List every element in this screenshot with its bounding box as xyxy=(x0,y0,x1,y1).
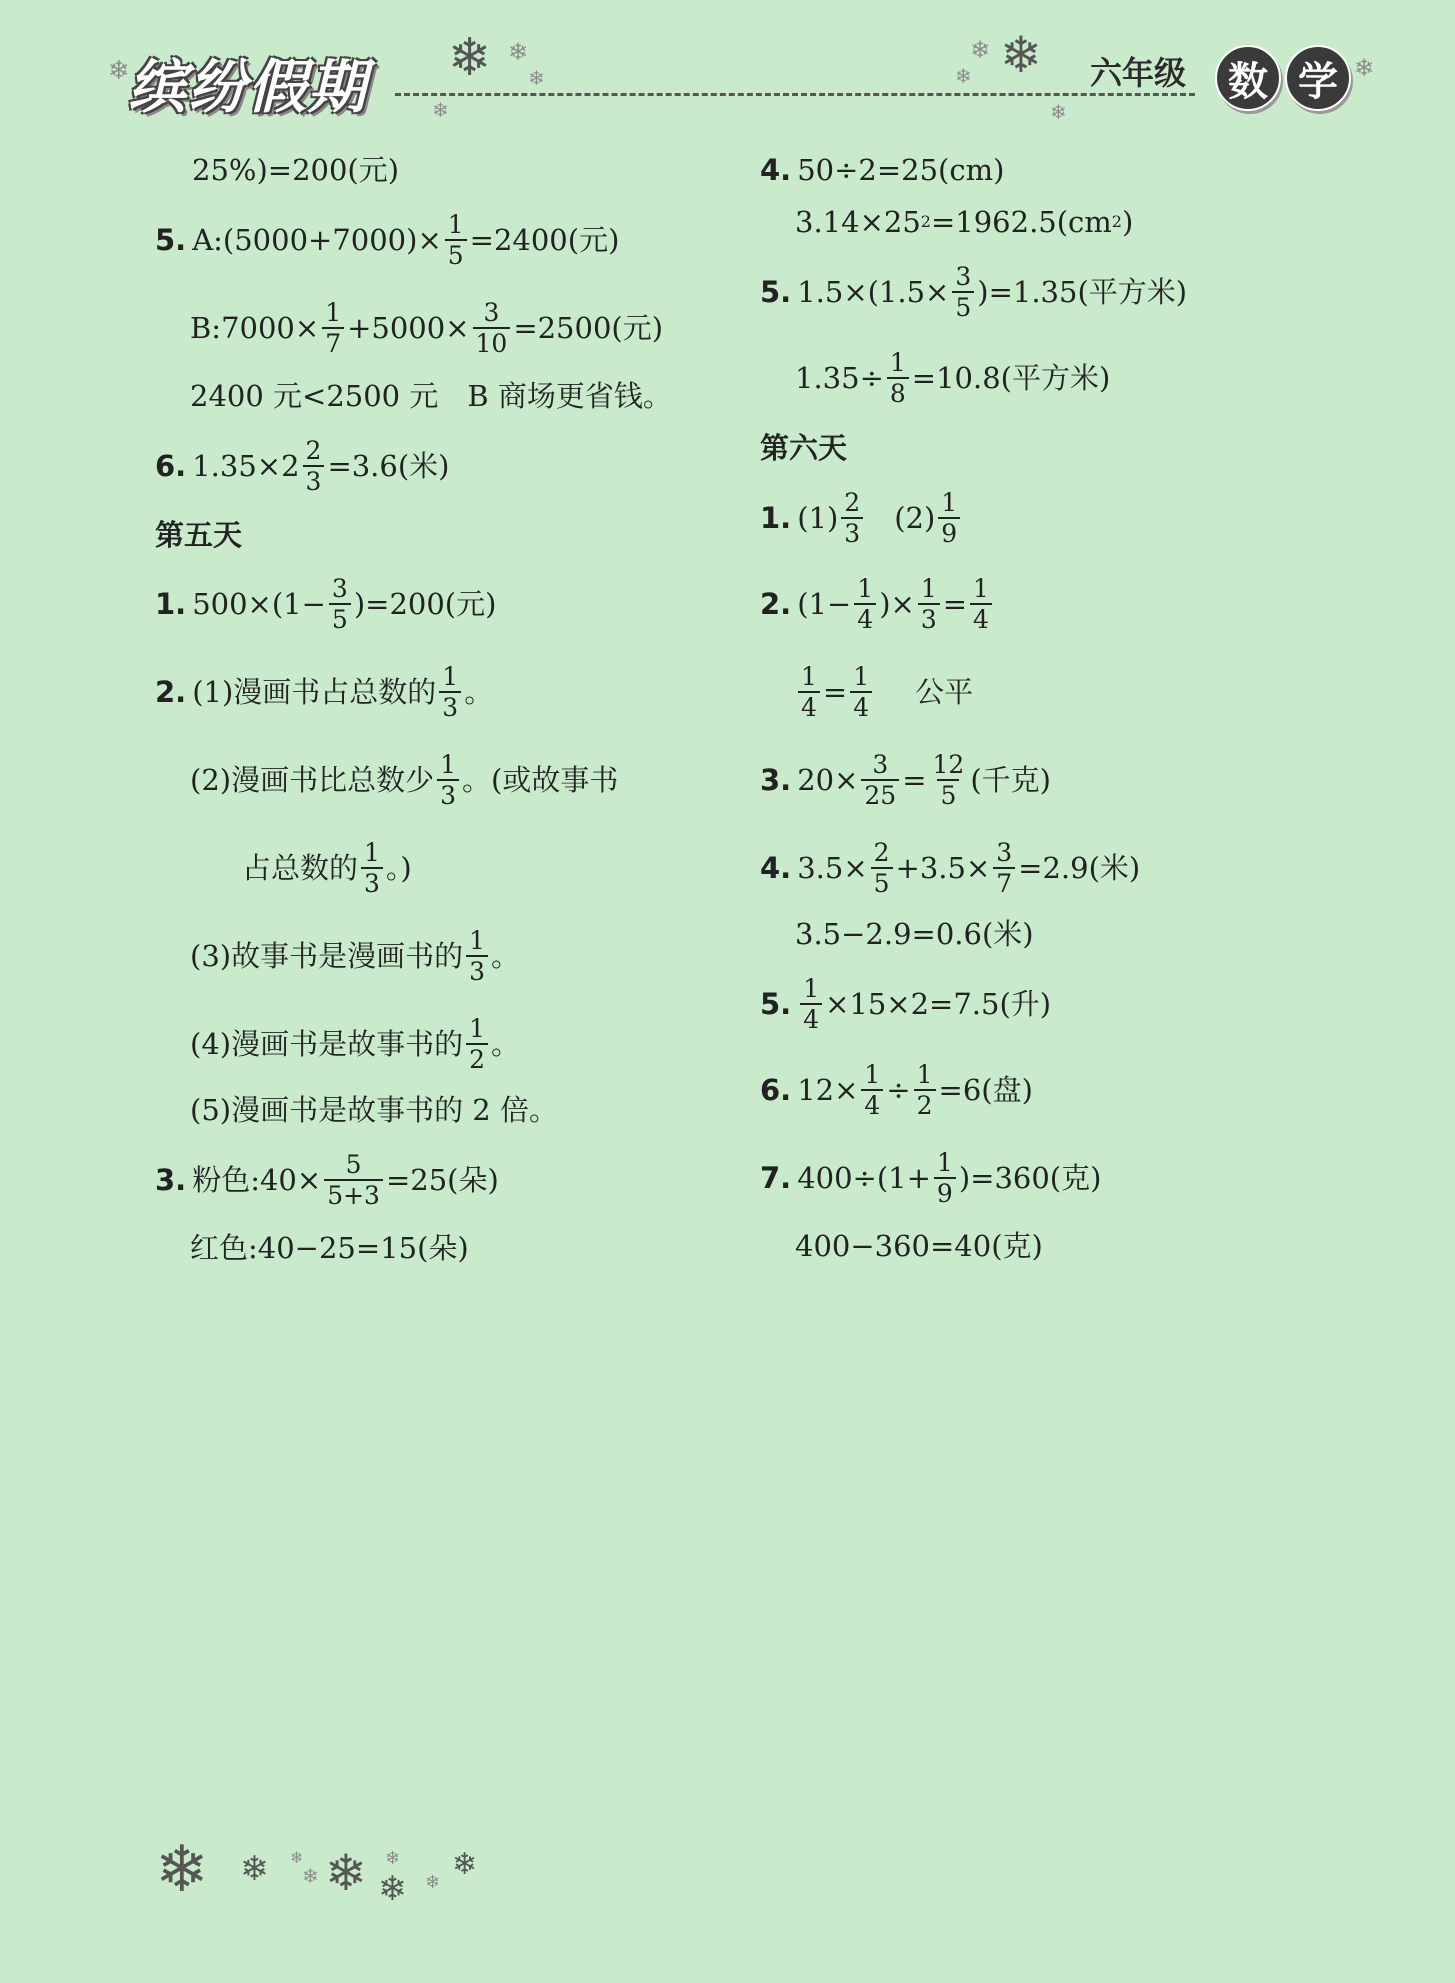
snowflake-icon: ❄ xyxy=(155,1833,209,1907)
snowflake-icon: ❄ xyxy=(955,64,972,88)
answer-line: 1.35÷ $\frac{1}{8}$ =10.8(平方米) xyxy=(795,348,1111,408)
fraction: $\frac{1}{4}$ xyxy=(800,976,822,1032)
fraction: $\frac{3}{7}$ xyxy=(993,840,1015,896)
fraction: $\frac{1}{2}$ xyxy=(466,1016,488,1072)
fraction: $\frac{1}{2}$ xyxy=(914,1062,936,1118)
section-heading-day6: 第六天 xyxy=(760,430,848,465)
answer-q4: 4. 50÷2=25(cm) xyxy=(760,152,1005,187)
snowflake-icon: ❄ xyxy=(385,1848,401,1869)
grade-label: 六年级 xyxy=(1090,54,1187,92)
fraction: $\frac{3}{10}$ xyxy=(473,300,511,356)
snowflake-icon: ❄ xyxy=(448,28,492,88)
fraction: $\frac{1}{4}$ xyxy=(798,664,820,720)
fraction: $\frac{1}{7}$ xyxy=(322,300,344,356)
fraction: $\frac{1}{4}$ xyxy=(861,1062,883,1118)
snowflake-icon: ❄ xyxy=(1354,54,1375,82)
answer-d6-q6: 6. 12× $\frac{1}{4}$ ÷ $\frac{1}{2}$ =6(盘) xyxy=(760,1060,1033,1120)
snowflake-icon: ❄ xyxy=(508,38,529,66)
answer-d5-q3: 3. 粉色:40× $\frac{5}{5+3}$ =25(朵) xyxy=(155,1150,499,1210)
answer-line: (4)漫画书是故事书的 $\frac{1}{2}$ 。 xyxy=(190,1014,521,1074)
answer-line: $\frac{1}{4}$ = $\frac{1}{4}$ 公平 xyxy=(795,662,973,722)
snowflake-icon: ❄ xyxy=(528,66,545,90)
snowflake-icon: ❄ xyxy=(302,1864,319,1888)
answer-line: 2400 元<2500 元 B 商场更省钱。 xyxy=(190,378,672,413)
answer-line: (2)漫画书比总数少 $\frac{1}{3}$ 。(或故事书 xyxy=(190,750,619,810)
snowflake-icon: ❄ xyxy=(108,56,130,86)
snowflake-icon: ❄ xyxy=(1000,26,1042,84)
answer-line: 400−360=40(克) xyxy=(795,1228,1043,1263)
answer-d6-q3: 3. 20× $\frac{3}{25}$ = $\frac{12}{5}$ (千克) xyxy=(760,750,1051,810)
series-logo: 缤纷假期 xyxy=(128,53,369,121)
answer-q5: 5. A:(5000+7000)× $\frac{1}{5}$ =2400(元) xyxy=(155,210,620,270)
answer-d6-q5: 5. $\frac{1}{4}$ ×15×2=7.5(升) xyxy=(760,974,1052,1034)
answer-d6-q1: 1. (1) $\frac{2}{3}$ (2) $\frac{1}{9}$ xyxy=(760,488,963,548)
snowflake-icon: ❄ xyxy=(970,36,991,64)
answer-line: B:7000× $\frac{1}{7}$ +5000× $\frac{3}{10}$ =2500(元) xyxy=(190,298,664,358)
snowflake-icon: ❄ xyxy=(425,1872,441,1893)
fraction: $\frac{1}{3}$ xyxy=(466,928,488,984)
answer-line: 红色:40−25=15(朵) xyxy=(190,1230,469,1265)
fraction: $\frac{1}{4}$ xyxy=(850,664,872,720)
answer-d5-q1: 1. 500×(1− $\frac{3}{5}$ )=200(元) xyxy=(155,574,497,634)
header-divider xyxy=(395,93,1195,96)
fraction: $\frac{1}{8}$ xyxy=(887,350,909,406)
fraction: $\frac{1}{3}$ xyxy=(439,664,461,720)
fraction: $\frac{1}{5}$ xyxy=(445,212,467,268)
fraction: $\frac{12}{5}$ xyxy=(932,750,965,810)
answer-d5-q2: 2. (1)漫画书占总数的 $\frac{1}{3}$ 。 xyxy=(155,662,494,722)
section-heading-day5: 第五天 xyxy=(155,517,243,552)
fraction: $\frac{1}{3}$ xyxy=(918,576,940,632)
fraction: $\frac{3}{5}$ xyxy=(952,264,974,320)
snowflake-icon: ❄ xyxy=(290,1848,304,1867)
subject-badge-math-2: 学 xyxy=(1285,45,1351,111)
fraction: $\frac{1}{3}$ xyxy=(361,840,383,896)
answer-d6-q2: 2. (1− $\frac{1}{4}$ )× $\frac{1}{3}$ = $\frac{1}{4}$ xyxy=(760,574,995,634)
fraction: $\frac{2}{3}$ xyxy=(841,490,863,546)
answer-line: 占总数的 $\frac{1}{3}$ 。) xyxy=(242,838,412,898)
snowflake-icon: ❄ xyxy=(325,1844,367,1902)
answer-line: 3.14×25 2 =1962.5(cm 2 ) xyxy=(795,204,1134,239)
snowflake-icon: ❄ xyxy=(432,98,449,122)
answer-q6: 6. 1.35×2 $\frac{2}{3}$ =3.6(米) xyxy=(155,436,450,496)
answer-line: 25%)=200(元) xyxy=(192,152,400,187)
fraction: $\frac{1}{4}$ xyxy=(970,576,992,632)
fraction: $\frac{5}{5+3}$ xyxy=(324,1152,383,1208)
answer-line: (5)漫画书是故事书的 2 倍。 xyxy=(190,1092,558,1127)
answer-d6-q7: 7. 400÷(1+ $\frac{1}{9}$ )=360(克) xyxy=(760,1148,1102,1208)
snowflake-icon: ❄ xyxy=(240,1849,269,1889)
snowflake-icon: ❄ xyxy=(1050,100,1067,124)
fraction: $\frac{3}{25}$ xyxy=(861,752,899,808)
fraction: $\frac{1}{9}$ xyxy=(934,1150,956,1206)
answer-d6-q4: 4. 3.5× $\frac{2}{5}$ +3.5× $\frac{3}{7}$ =2.9(米) xyxy=(760,838,1141,898)
snowflake-icon: ❄ xyxy=(378,1869,407,1909)
snowflake-icon: ❄ xyxy=(452,1847,478,1882)
fraction: $\frac{1}{9}$ xyxy=(938,490,960,546)
subject-badge-math-1: 数 xyxy=(1215,45,1281,111)
fraction: $\frac{3}{5}$ xyxy=(329,576,351,632)
answer-line: (3)故事书是漫画书的 $\frac{1}{3}$ 。 xyxy=(190,926,521,986)
fraction: $\frac{2}{5}$ xyxy=(871,840,893,896)
fraction: $\frac{2}{3}$ xyxy=(303,438,325,494)
fraction: $\frac{1}{4}$ xyxy=(854,576,876,632)
fraction: $\frac{1}{3}$ xyxy=(437,752,459,808)
answer-q5-right: 5. 1.5×(1.5× $\frac{3}{5}$ )=1.35(平方米) xyxy=(760,262,1188,322)
answer-line: 3.5−2.9=0.6(米) xyxy=(795,916,1034,951)
